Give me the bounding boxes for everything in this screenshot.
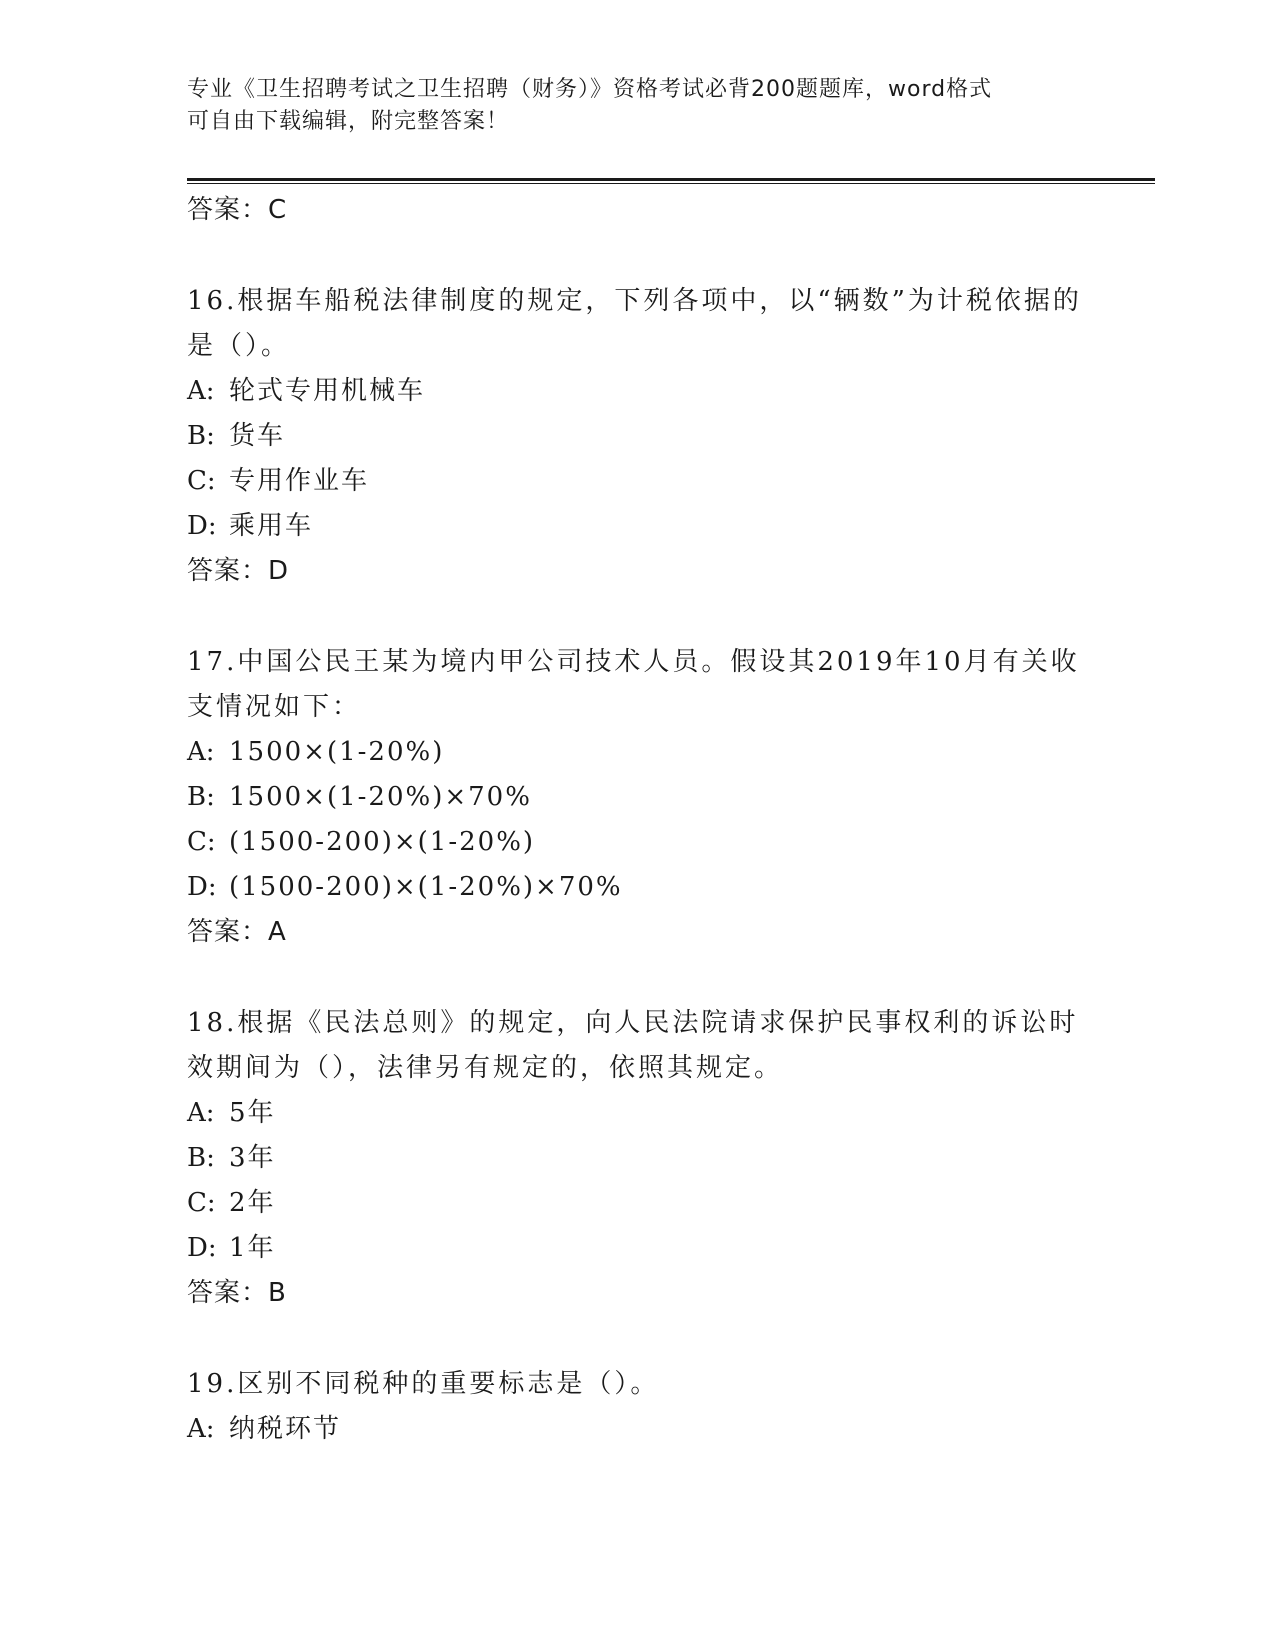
header-divider-thin bbox=[187, 183, 1155, 184]
option-a bbox=[187, 369, 1087, 414]
option-letter: D: bbox=[187, 511, 217, 541]
option-text: 乘用车 bbox=[229, 511, 314, 541]
option-letter: B: bbox=[187, 782, 215, 812]
answer-line: 答案：D bbox=[187, 556, 290, 586]
option-text: 货车 bbox=[229, 421, 286, 451]
option-d bbox=[187, 865, 1087, 910]
option-b bbox=[187, 1136, 1087, 1181]
option-letter: A: bbox=[187, 1414, 215, 1444]
question-text: 19.区别不同税种的重要标志是（）。 bbox=[187, 1369, 660, 1399]
option-a bbox=[187, 730, 1087, 775]
option-letter: D: bbox=[187, 1233, 217, 1263]
option-c bbox=[187, 1181, 1087, 1226]
option-text: 1年 bbox=[229, 1233, 276, 1263]
option-c bbox=[187, 459, 1087, 504]
option-text: 纳税环节 bbox=[229, 1414, 342, 1444]
question-17 bbox=[187, 640, 1087, 955]
option-letter: C: bbox=[187, 827, 216, 857]
option-text: (1500-200)×(1-20%)×70% bbox=[229, 872, 623, 902]
option-text: 2年 bbox=[229, 1188, 276, 1218]
option-a bbox=[187, 1091, 1087, 1136]
option-text: 专用作业车 bbox=[229, 466, 370, 496]
header-line-1: 专业《卫生招聘考试之卫生招聘（财务）》资格考试必背200题题库，word格式 bbox=[187, 77, 993, 102]
option-d bbox=[187, 504, 1087, 549]
answer-line: 答案：B bbox=[187, 1278, 287, 1308]
header-divider-thick bbox=[187, 178, 1155, 181]
header-line-2: 可自由下载编辑，附完整答案！ bbox=[187, 109, 510, 134]
document-header bbox=[187, 74, 1067, 138]
answer-line: 答案：A bbox=[187, 917, 287, 947]
option-text: 3年 bbox=[229, 1143, 276, 1173]
option-text: 轮式专用机械车 bbox=[229, 376, 426, 406]
option-letter: B: bbox=[187, 421, 215, 451]
option-b bbox=[187, 414, 1087, 459]
option-letter: A: bbox=[187, 737, 215, 767]
option-letter: B: bbox=[187, 1143, 215, 1173]
question-list bbox=[187, 188, 1087, 1452]
question-19 bbox=[187, 1362, 1087, 1452]
option-letter: D: bbox=[187, 872, 217, 902]
question-text: 18.根据《民法总则》的规定，向人民法院请求保护民事权利的诉讼时效期间为（），法律另有规定的，依照其规定。 bbox=[187, 1008, 1079, 1083]
option-text: (1500-200)×(1-20%) bbox=[229, 827, 536, 857]
option-b bbox=[187, 775, 1087, 820]
option-letter: A: bbox=[187, 1098, 215, 1128]
option-text: 1500×(1-20%) bbox=[229, 737, 445, 767]
option-letter: A: bbox=[187, 376, 215, 406]
option-letter: C: bbox=[187, 466, 216, 496]
option-letter: C: bbox=[187, 1188, 216, 1218]
option-text: 1500×(1-20%)×70% bbox=[229, 782, 532, 812]
question-text: 16.根据车船税法律制度的规定，下列各项中，以“辆数”为计税依据的是（）。 bbox=[187, 286, 1082, 361]
option-d bbox=[187, 1226, 1087, 1271]
option-c bbox=[187, 820, 1087, 865]
option-text: 5年 bbox=[229, 1098, 276, 1128]
question-16 bbox=[187, 279, 1087, 594]
answer-line: 答案：C bbox=[187, 195, 288, 225]
option-a bbox=[187, 1407, 1087, 1452]
question-18 bbox=[187, 1001, 1087, 1316]
question-text: 17.中国公民王某为境内甲公司技术人员。假设其2019年10月有关收支情况如下： bbox=[187, 647, 1080, 722]
